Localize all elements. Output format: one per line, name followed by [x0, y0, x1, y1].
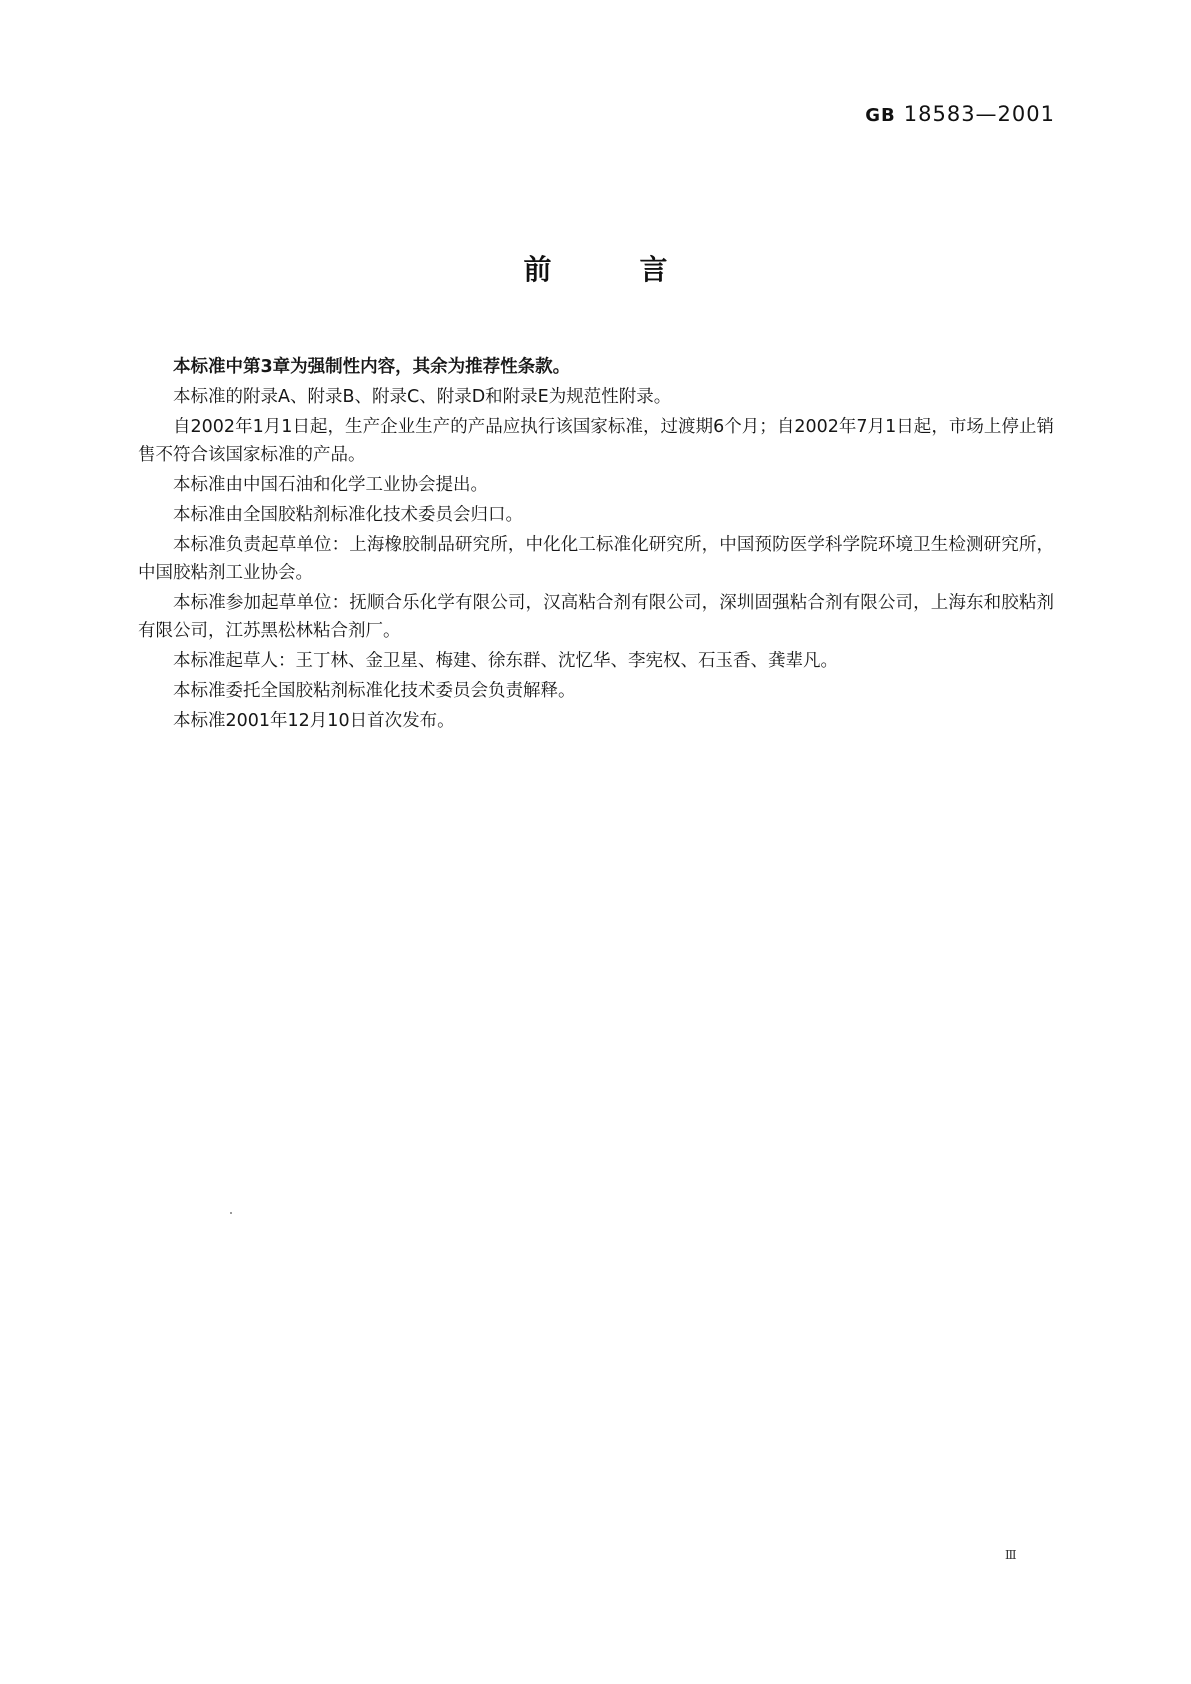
paragraph-mandatory-clause: 本标准中第3章为强制性内容，其余为推荐性条款。 — [173, 357, 571, 377]
scan-speck — [230, 1212, 232, 1214]
paragraph-technical-committee: 本标准由全国胶粘剂标准化技术委员会归口。 — [173, 505, 523, 525]
standard-code: 18583—2001 — [903, 102, 1055, 126]
paragraph-participating-drafters: 本标准参加起草单位：抚顺合乐化学有限公司，汉高粘合剂有限公司，深圳固强粘合剂有限公司，上海东和胶粘剂有限公司，江苏黑松林粘合剂厂。 — [138, 593, 1054, 641]
paragraph-interpretation: 本标准委托全国胶粘剂标准化技术委员会负责解释。 — [173, 681, 576, 701]
standard-prefix: GB — [865, 105, 896, 126]
paragraph-first-issue: 本标准2001年12月10日首次发布。 — [173, 711, 455, 731]
paragraph-proposer: 本标准由中国石油和化学工业协会提出。 — [173, 475, 488, 495]
paragraph-annexes: 本标准的附录A、附录B、附录C、附录D和附录E为规范性附录。 — [173, 387, 672, 407]
paragraph-effective-date: 自2002年1月1日起，生产企业生产的产品应执行该国家标准，过渡期6个月；自2002年7月1日起，市场上停止销售不符合该国家标准的产品。 — [138, 417, 1054, 465]
paragraph-drafting-persons: 本标准起草人：王丁林、金卫星、梅建、徐东群、沈忆华、李宪权、石玉香、龚辈凡。 — [173, 651, 838, 671]
page-number: Ⅲ — [1005, 1548, 1017, 1562]
standard-number — [865, 102, 1055, 126]
page-title: 前言 — [523, 253, 756, 286]
paragraph-lead-drafters: 本标准负责起草单位：上海橡胶制品研究所，中化化工标准化研究所，中国预防医学科学院环境卫生检测研究所，中国胶粘剂工业协会。 — [138, 535, 1054, 583]
foreword-body — [138, 353, 1054, 737]
